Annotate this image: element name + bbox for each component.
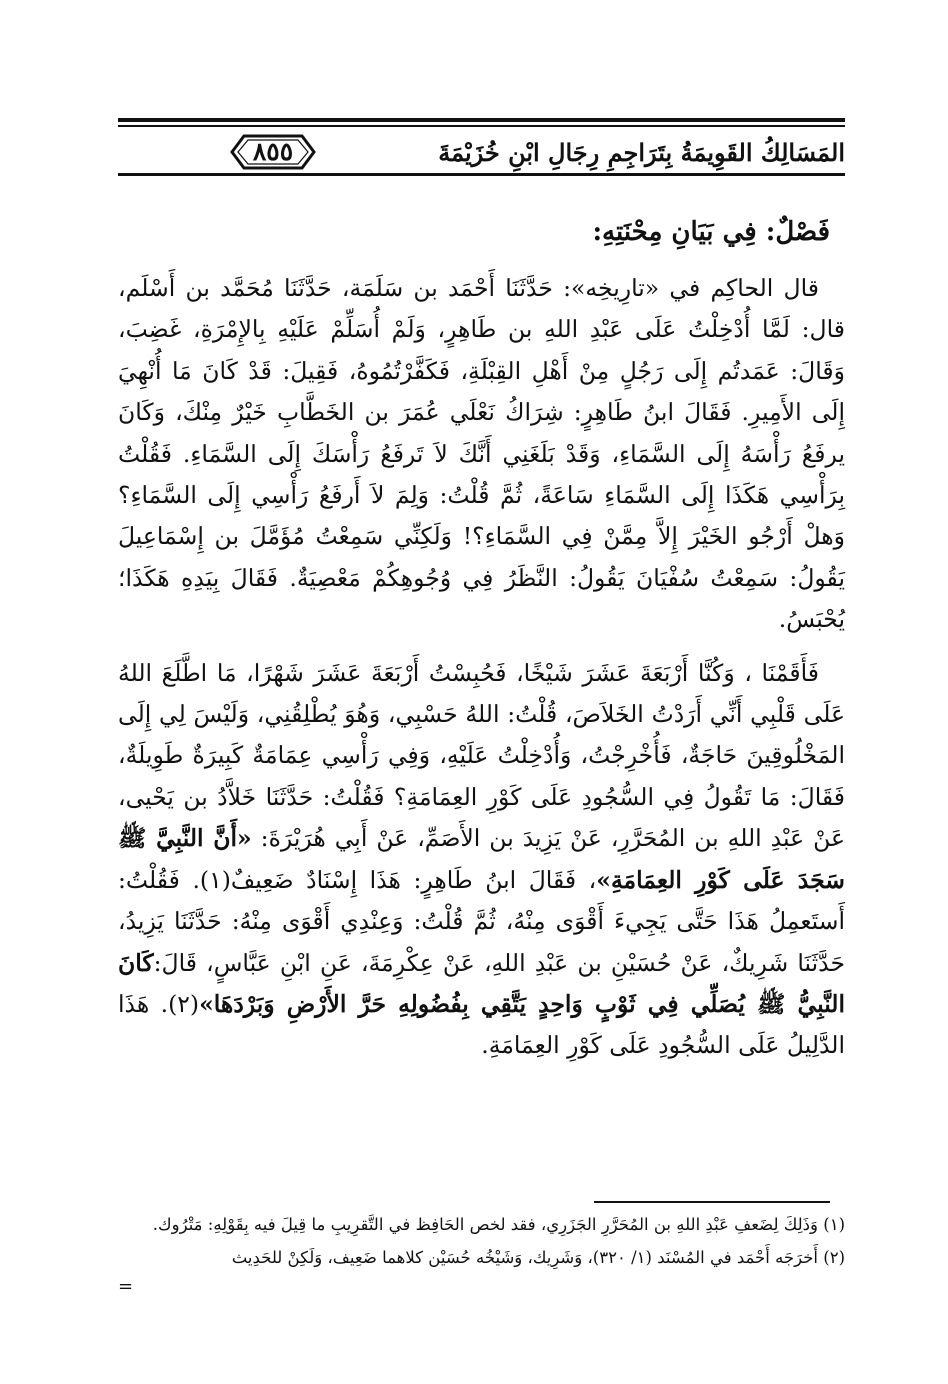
page-number: ٨٥٥ bbox=[252, 137, 294, 166]
body-paragraph bbox=[118, 653, 845, 1067]
hadith-quote: كَانَ النَّبِيُّ ﷺ يُصَلِّي فِي ثَوْبٍ وَاحِدٍ يَتَّقِي بِفُضُولِهِ حَرَّ الأَرْضِ وَبَرْدَهَا» bbox=[118, 948, 845, 1018]
page-number-badge bbox=[230, 134, 316, 170]
body-paragraph bbox=[118, 268, 845, 641]
header-rule-top-thin bbox=[118, 125, 845, 127]
body-text bbox=[118, 268, 845, 1079]
continuation-mark: = bbox=[118, 1276, 134, 1297]
hadith-quote: «أَنَّ النَّبِيَّ ﷺ سَجَدَ عَلَى كَوْرِ العِمَامَةِ» bbox=[118, 824, 845, 894]
paragraph-text: فَأَقَمْنَا ، وَكُنَّا أَرْبَعَةَ عَشَرَ شَيْخًا، فَحُبِسْتُ أَرْبَعَةَ عَشَرَ شَهْرًا، مَا اطَّلَعَ اللهُ عَلَى قَلْبِي أَنِّي أَرَدْتُ الخَلاَصَ، قُلْتُ: اللهُ حَسْبِي، وَهُوَ يُطْلِقُنِي، وَلَيْسَ لِي إِلَى المَخْلُوقِينَ حَاجَةٌ، فَأُخْرِجْتُ، وَأُدْخِلْتُ عَلَيْهِ، وَفِي رَأْسِي عِمَامَةٌ كَبِيرَةٌ طَوِيلَةٌ، فَقَالَ: مَا تَقُولُ فِي السُّجُودِ عَلَى كَوْرِ العِمَامَةِ؟ فَقُلْتُ: حَدَّثَنَا خَلاَّدُ بن يَحْيى، عَنْ عَبْدِ اللهِ بن المُحَرَّرِ، عَنْ يَزِيدَ بن الأَصَمِّ، عَنْ أَبِي هُرَيْرَةَ: bbox=[118, 658, 845, 853]
running-title: المَسَالِكُ القَوِيمَةُ بِتَرَاجِمِ رِجَالِ ابْنِ خُزَيْمَةَ bbox=[438, 138, 845, 167]
section-heading: فَصْلٌ: فِي بَيَانِ مِحْنَتِهِ: bbox=[592, 217, 830, 247]
footnote-separator bbox=[594, 1201, 830, 1203]
footnote-2: (٢) أَخرَجَه أَحْمَد في المُسْنَد (١/ ٣٢٠)، وَشَرِيك، وَشَيْخُه حُسَيْن كلاهما ضَعِيف، وَلَكِنْ للحَدِيث bbox=[231, 1248, 845, 1267]
footnotes bbox=[118, 1208, 845, 1274]
footnote-1: (١) وَذَلِكَ لِضَعفِ عَبْدِ اللهِ بن المُحَرَّرِ الجَزَرِي، فقد لخص الحَافِظ في التَّقرِيبِ ما قِيلَ فيه بِقَوْلِهِ: مَتْرُوك. bbox=[152, 1215, 845, 1234]
paragraph-text: قال الحاكِم في «تارِيخِه»: حَدَّثَنَا أَحْمَد بن سَلَمَة، حَدَّثَنَا مُحَمَّد بن أَسْلَم، قال: لَمَّا أُدْخِلْتُ عَلَى عَبْدِ اللهِ بن طَاهِرٍ، وَلَمْ أُسَلِّمْ عَلَيْهِ بِالإِمْرَةِ، غَضِبَ، وَقَالَ: عَمَدتُم إِلَى رَجُلٍ مِنْ أَهْلِ القِبْلَةِ، فَكَفَّرْتُمُوهُ، فَقِيلَ: قَدْ كَانَ مَا أُنْهِيَ إِلَى الأَمِيرِ. فَقَالَ ابنُ طَاهِرٍ: شِرَاكُ نَعْلَي عُمَرَ بن الخَطَّابِ خَيْرٌ مِنْكَ، وَكَانَ يرفَعُ رَأْسَهُ إِلَى السَّمَاءِ، وَقَدْ بَلَغَنِي أَنَّكَ لاَ تَرفَعُ رَأْسَكَ إِلَى السَّمَاءِ. فَقُلْتُ بِرَأْسِي هَكَذَا إِلَى السَّمَاءِ سَاعَةً، ثُمَّ قُلْتُ: وَلِمَ لاَ أَرفَعُ رَأْسِي إِلَى السَّمَاءِ؟ وَهلْ أَرْجُو الخَيْرَ إِلاَّ مِمَّنْ فِي السَّمَاءِ؟! وَلَكِنِّي سَمِعْتُ مُؤَمَّلَ بن إِسْمَاعِيلَ يَقُولُ: سَمِعْتُ سُفْيَانَ يَقُولُ: النَّظَرُ فِي وُجُوهِكُمْ مَعْصِيَةٌ. فَقَالَ بِيَدِهِ هَكَذَا؛ يُحْبَسُ. bbox=[118, 274, 845, 634]
header-rule-top bbox=[118, 118, 845, 122]
header-rule-bottom bbox=[118, 173, 845, 176]
paragraph-text: ، فَقَالَ ابنُ طَاهِرٍ: هَذَا إِسْنَادٌ ضَعِيفٌ(١). فَقُلْتُ: أَستَعمِلُ هَذَا حَتَّى يَجِيءَ أَقْوَى مِنْهُ، ثُمَّ قُلْتُ: وَعِنْدِي أَقْوَى مِنْهُ: حَدَّثَنَا يَزِيدُ، حَدَّثَنَا شَرِيكٌ، عَنْ حُسَيْنِ بن عَبْدِ اللهِ، عَنْ عِكْرِمَةَ، عَنِ ابْنِ عَبَّاسٍ، قَالَ: bbox=[118, 865, 845, 977]
paragraph-text: (٢). هَذَا الدَّلِيلُ عَلَى السُّجُودِ عَلَى كَوْرِ العِمَامَةِ. bbox=[118, 989, 845, 1060]
